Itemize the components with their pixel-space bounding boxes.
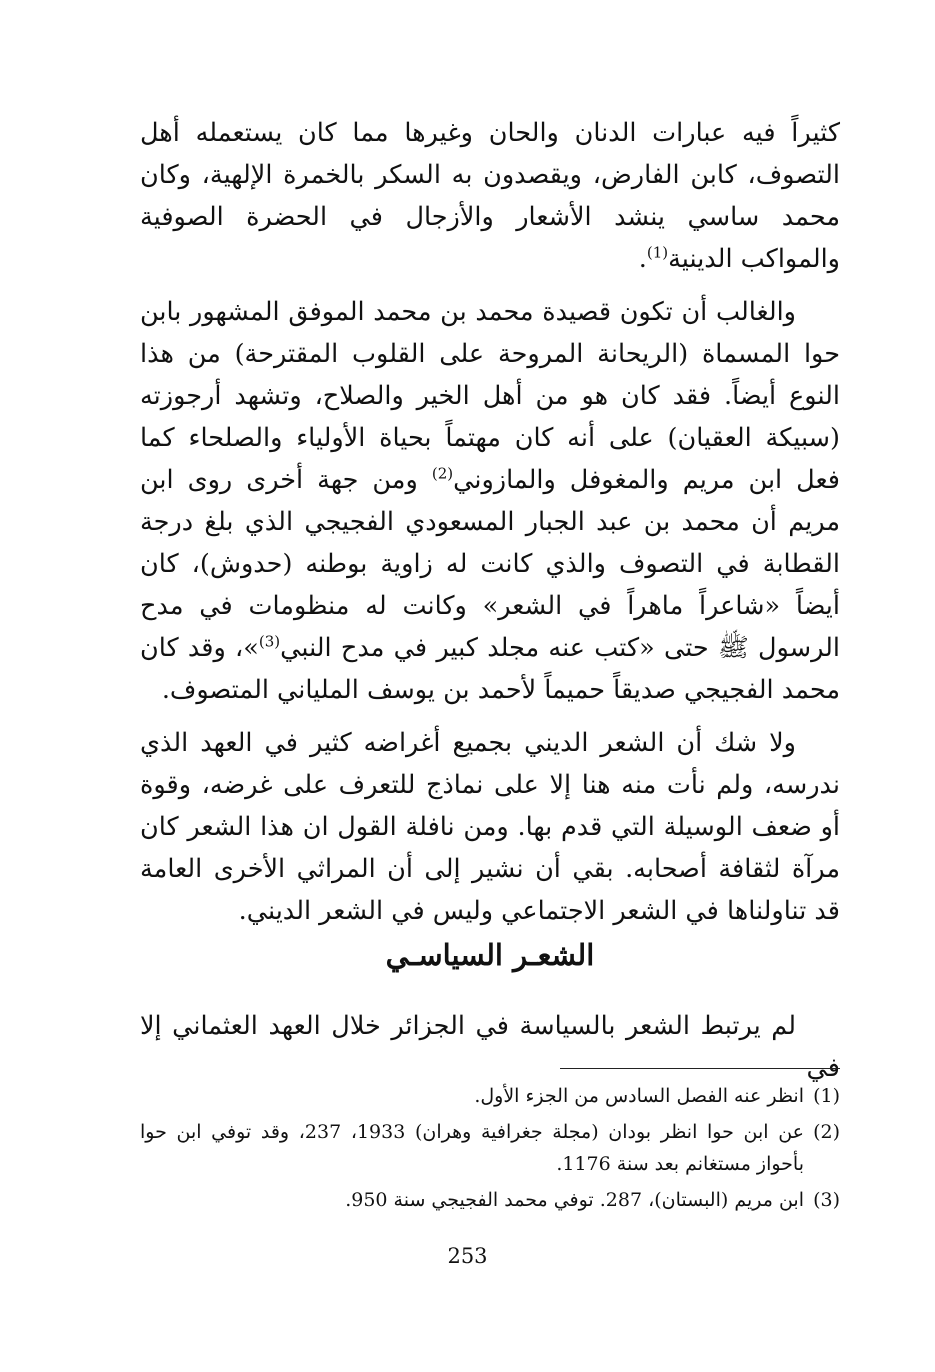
paragraph-1-end: . [638,244,647,274]
footnotes [140,1080,840,1220]
body-text [140,112,840,943]
footnote-number: (3) [813,1189,840,1211]
page-number: 253 [447,1244,488,1268]
paragraph-3 [140,722,840,932]
paragraph-1 [140,112,840,280]
paragraph-2-end: »، وقد كان محمد الفجيجي صديقاً حميماً لأحمد بن يوسف الملياني المتصوف. [140,633,840,705]
paragraph-4 [140,1005,840,1089]
footnote-ref-1: (1) [646,243,669,262]
paragraph-1-text: كثيراً فيه عبارات الدنان والحان وغيرها مما كان يستعمله أهل التصوف، كابن الفارض، ويقصدون به السكر بالخمرة الإلهية، وكان محمد ساسي ينشد الأشعار والأزجال في الحضرة الصوفية والمواكب الدينية [140,118,840,274]
section-heading: الشعـر السياسـي [385,938,595,972]
footnote-number: (2) [813,1121,840,1143]
footnote-text: انظر عنه الفصل السادس من الجزء الأول. [474,1085,804,1107]
paragraph-3-text: ولا شك أن الشعر الديني بجميع أغراضه كثير في العهد الذي ندرسه، ولم نأت منه هنا إلا على نماذج للتعرف على غرضه، وقوة أو ضعف الوسيلة التي قدم بها. ومن نافلة القول ان هذا الشعر كان مرآة لثقافة أصحابه. بقي أن نشير إلى أن المراثي الأخرى العامة قد تناولناها في الشعر الاجتماعي وليس في الشعر الديني. [140,728,840,926]
footnote-divider [560,1068,840,1069]
footnote-text: عن ابن حوا انظر بودان (مجلة جغرافية وهران) 1933، 237، وقد توفي ابن حوا بأحواز مستغانم بعد سنة 1176. [140,1121,805,1175]
footnote-3 [140,1184,840,1216]
paragraph-2-text: والغالب أن تكون قصيدة محمد بن محمد الموفق المشهور بابن حوا المسماة (الريحانة المروحة على القلوب المقترحة) من هذا النوع أيضاً. فقد كان هو من أهل الخير والصلاح، وتشهد أرجوزته (سبيكة العقيان) على أنه كان مهتماً بحياة الأولياء والصلحاء كما فعل ابن مريم والمغوفل والمازوني [140,297,840,495]
footnote-ref-2: (2) [431,464,454,483]
paragraph-2-mid: ومن جهة أخرى روى ابن مريم أن محمد بن عبد الجبار المسعودي الفجيجي الذي بلغ درجة القطابة في التصوف والذي كانت له زاوية بوطنه (حدوش)، كان أيضاً «شاعراً ماهراً في الشعر» وكانت له منظومات في مدح الرسول ﷺ حتى «كتب عنه مجلد كبير في مدح النبي [140,465,840,663]
footnote-1 [140,1080,840,1112]
footnote-number: (1) [813,1085,840,1107]
footnote-ref-3: (3) [258,632,281,651]
footnote-2 [140,1116,840,1180]
paragraph-2 [140,291,840,711]
footnote-text: ابن مريم (البستان)، 287. توفي محمد الفجيجي سنة 950. [345,1189,804,1211]
paragraph-4-text: لم يرتبط الشعر بالسياسة في الجزائر خلال العهد العثماني إلا في [140,1011,840,1083]
